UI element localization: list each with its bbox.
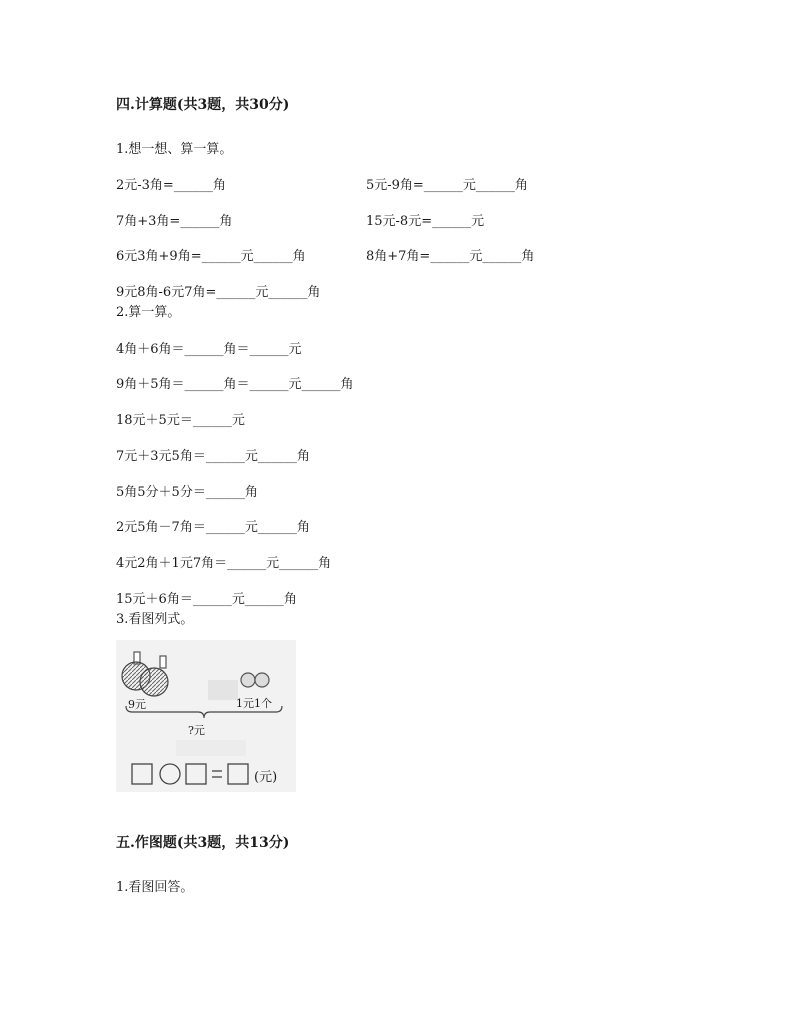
q2-item: 7元＋3元5角＝______元______角	[116, 449, 310, 464]
q2-item: 2元5角－7角＝______元______角	[116, 520, 310, 535]
q2-item: 9角＋5角＝______角＝______元______角	[116, 377, 354, 392]
q2-item: 5角5分＋5分＝______角	[116, 485, 258, 500]
q1-item: 9元8角-6元7角=______元______角	[116, 285, 321, 300]
section4-heading: 四.计算题(共3题，共30分)	[116, 97, 290, 113]
unit-label: (元)	[254, 770, 278, 785]
q2-item: 18元＋5元＝______元	[116, 413, 245, 428]
q3-title: 3.看图列式。	[116, 612, 194, 627]
q2-title: 2.算一算。	[116, 305, 181, 320]
q1-item: 8角+7角=______元______角	[366, 249, 535, 264]
q1-item: 15元-8元=______元	[366, 214, 485, 229]
s5-q1-title: 1.看图回答。	[116, 880, 194, 895]
price-label-paddles: 9元	[128, 698, 146, 711]
q1-item: 6元3角+9角=______元______角	[116, 249, 306, 264]
q2-item: 4角＋6角＝______角＝______元	[116, 342, 302, 357]
q1-item: 7角+3角=______角	[116, 214, 233, 229]
q1-title: 1.想一想、算一算。	[116, 142, 233, 157]
q1-item: 5元-9角=______元______角	[366, 178, 528, 193]
q1-item: 2元-3角=______角	[116, 178, 226, 193]
q2-item: 15元＋6角＝______元______角	[116, 592, 297, 607]
total-label: ?元	[188, 724, 205, 737]
section5-heading: 五.作图题(共3题，共13分)	[116, 835, 290, 851]
price-label-balls: 1元1个	[236, 697, 272, 710]
q2-item: 4元2角＋1元7角＝______元______角	[116, 556, 332, 571]
q3-figure	[116, 640, 296, 792]
